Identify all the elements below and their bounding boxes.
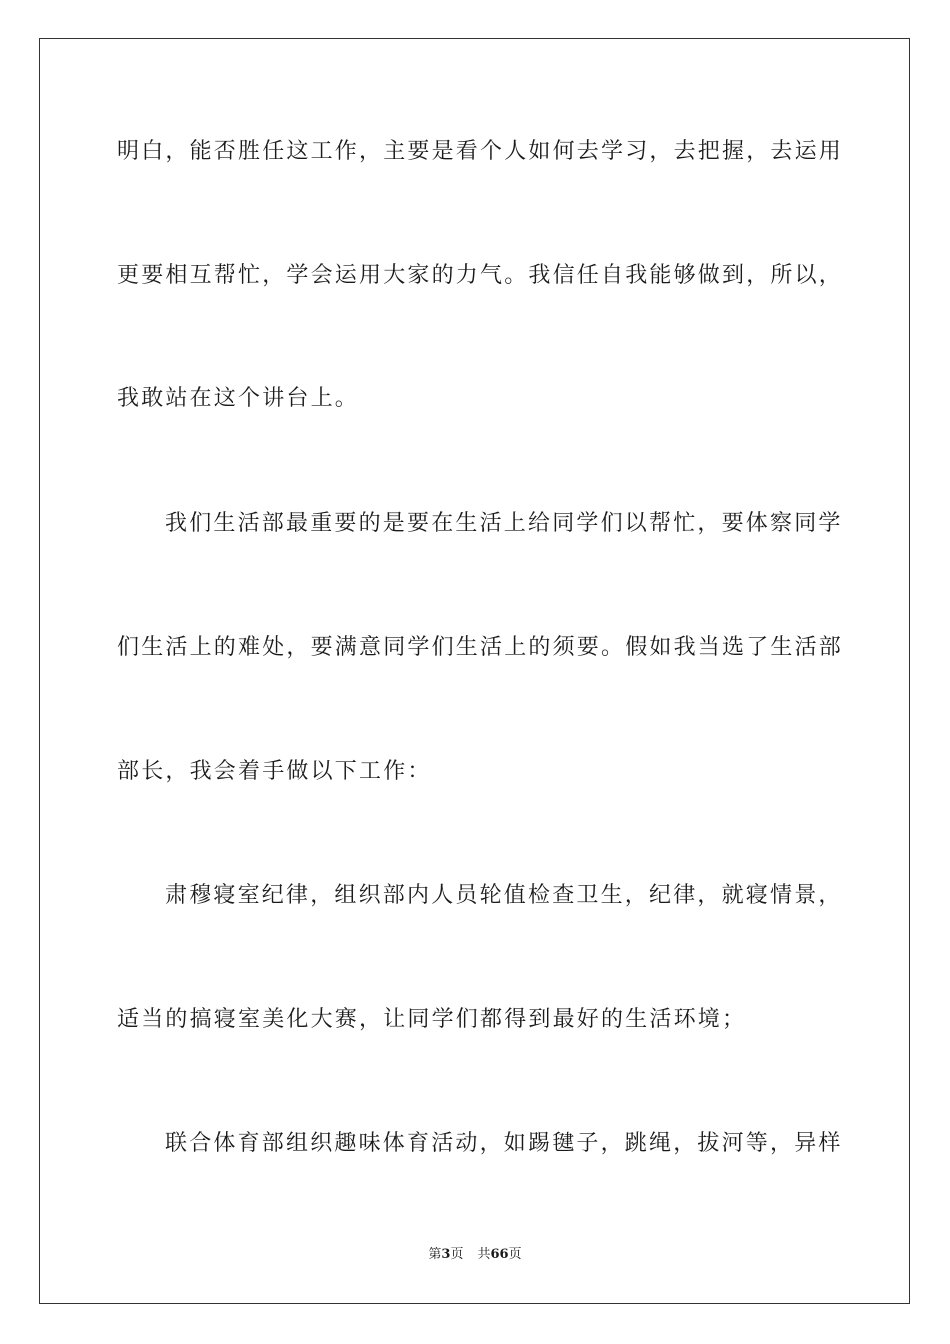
- paragraph-line-4: 我们生活部最重要的是要在生活上给同学们以帮忙，要体察同学: [165, 511, 843, 536]
- page-suffix: 页: [450, 1247, 464, 1262]
- page-number: 3: [441, 1247, 451, 1262]
- paragraph-line-2: 更要相互帮忙，学会运用大家的力气。我信任自我能够做到，所以，: [117, 263, 844, 288]
- total-prefix: 共: [477, 1247, 491, 1262]
- paragraph-line-3: 我敢站在这个讲台上。: [117, 386, 360, 411]
- paragraph-line-7: 肃穆寝室纪律，组织部内人员轮值检查卫生，纪律，就寝情景，: [165, 883, 843, 908]
- page-border: [39, 38, 910, 1304]
- page-footer: [0, 1246, 950, 1264]
- total-suffix: 页: [508, 1247, 522, 1262]
- paragraph-line-9: 联合体育部组织趣味体育活动，如踢毽子，跳绳，拔河等，异样: [165, 1131, 843, 1156]
- paragraph-line-5: 们生活上的难处，要满意同学们生活上的须要。假如我当选了生活部: [117, 635, 844, 660]
- total-pages: 66: [490, 1247, 509, 1262]
- paragraph-line-1: 明白，能否胜任这工作，主要是看个人如何去学习，去把握，去运用: [117, 139, 844, 164]
- paragraph-line-8: 适当的搞寝室美化大赛，让同学们都得到最好的生活环境；: [117, 1007, 747, 1032]
- page-prefix: 第: [428, 1247, 442, 1262]
- paragraph-line-6: 部长，我会着手做以下工作：: [117, 759, 432, 784]
